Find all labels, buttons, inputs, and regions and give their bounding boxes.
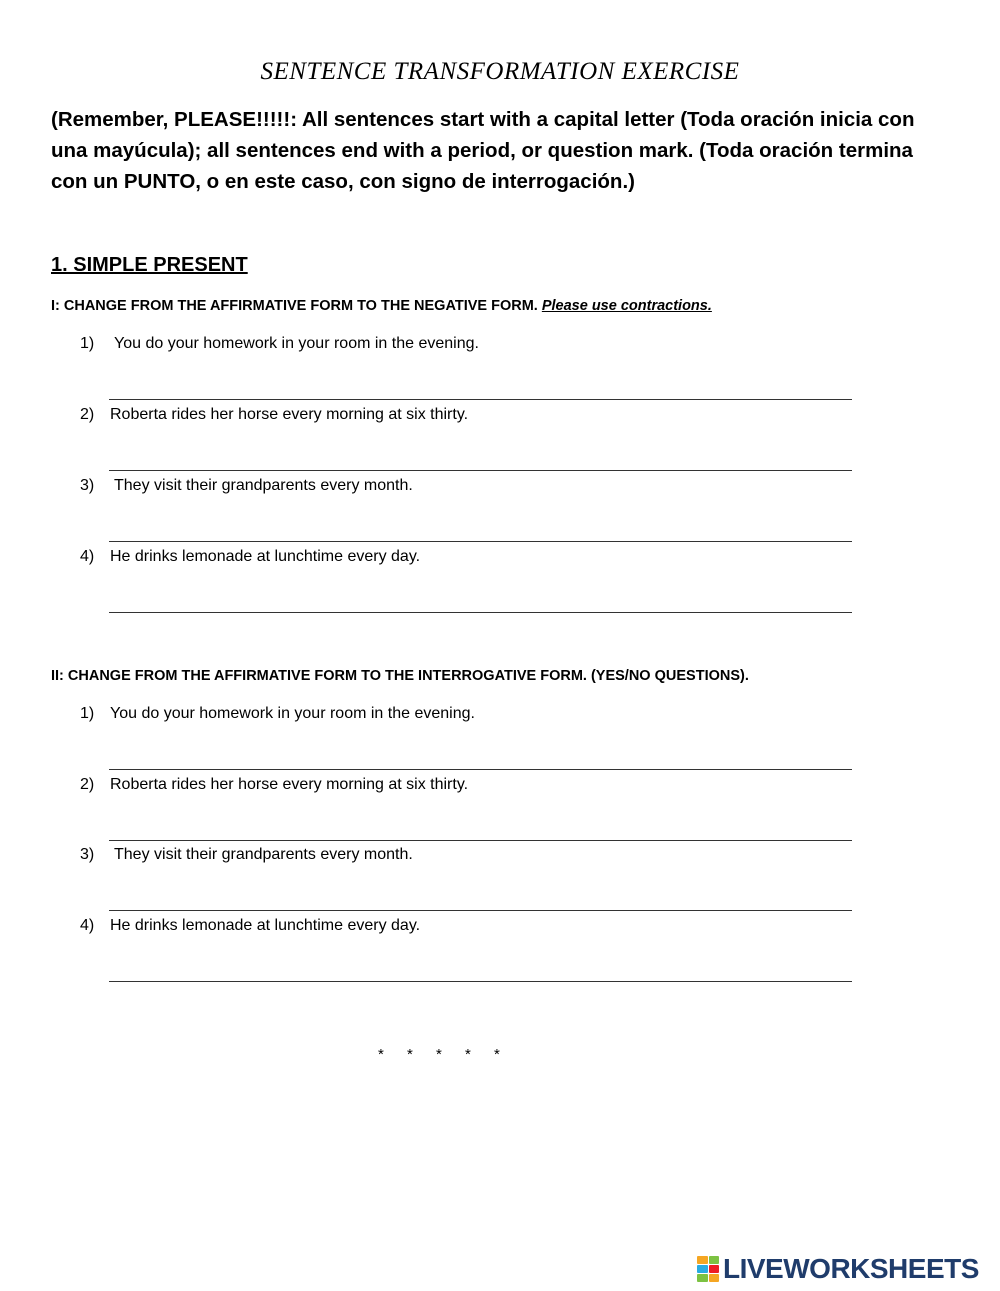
part1-item-3-sentence: They visit their grandparents every month. xyxy=(114,477,413,494)
part1-item-3-number: 3) xyxy=(80,477,95,494)
part1-instruction xyxy=(51,298,712,314)
part1-item-3-answer-line[interactable] xyxy=(109,541,852,542)
part1-item-4-answer-line[interactable] xyxy=(109,612,852,613)
separator-star: * xyxy=(494,1046,500,1063)
part1-instruction-text: I: CHANGE FROM THE AFFIRMATIVE FORM TO THE NEGATIVE FORM. xyxy=(51,298,538,314)
part1-item-2-answer-line[interactable] xyxy=(109,470,852,471)
separator-star: * xyxy=(407,1046,413,1063)
part2-item-2-number: 2) xyxy=(80,776,95,793)
part1-item-1-answer-line[interactable] xyxy=(109,399,852,400)
part2-item-4-sentence: He drinks lemonade at lunchtime every day. xyxy=(110,917,421,934)
part2-item-4-number: 4) xyxy=(80,917,95,934)
separator-star: * xyxy=(465,1046,471,1063)
part1-item-2-number: 2) xyxy=(80,406,95,423)
part2-item-1-sentence: You do your homework in your room in the evening. xyxy=(110,705,475,722)
separator-star: * xyxy=(378,1046,384,1063)
part2-item-3-answer-line[interactable] xyxy=(109,910,852,911)
brand-name: LIVEWORKSHEETS xyxy=(723,1253,979,1284)
part1-item-4-sentence: He drinks lemonade at lunchtime every day. xyxy=(110,548,421,565)
liveworksheets-logo-icon xyxy=(697,1256,719,1282)
liveworksheets-brand xyxy=(697,1252,979,1286)
part2-item-1-number: 1) xyxy=(80,705,95,722)
part2-item-3-sentence: They visit their grandparents every month. xyxy=(114,846,413,863)
part2-instruction: II: CHANGE FROM THE AFFIRMATIVE FORM TO THE INTERROGATIVE FORM. (YES/NO QUESTIONS). xyxy=(51,668,749,684)
worksheet-title: SENTENCE TRANSFORMATION EXERCISE xyxy=(260,58,740,85)
part1-instruction-note: Please use contractions. xyxy=(541,298,712,314)
reminder-text: (Remember, PLEASE!!!!!: All sentences start with a capital letter (Toda oración inicia con una mayúcula); all sentences end with a period, or question mark. (Toda oración termina con un PUNTO, o en este caso, con signo de interrogación.) xyxy=(51,108,915,193)
separator-stars xyxy=(378,1046,523,1063)
section-title: 1. SIMPLE PRESENT xyxy=(51,254,248,276)
part1-item-1-number: 1) xyxy=(80,335,95,352)
part1-item-2-sentence: Roberta rides her horse every morning at six thirty. xyxy=(110,406,469,423)
part2-item-4-answer-line[interactable] xyxy=(109,981,852,982)
part1-item-1-sentence: You do your homework in your room in the evening. xyxy=(114,335,479,352)
part2-item-2-answer-line[interactable] xyxy=(109,840,852,841)
part1-item-4-number: 4) xyxy=(80,548,95,565)
part2-item-3-number: 3) xyxy=(80,846,95,863)
part2-item-2-sentence: Roberta rides her horse every morning at six thirty. xyxy=(110,776,469,793)
separator-star: * xyxy=(436,1046,442,1063)
part2-item-1-answer-line[interactable] xyxy=(109,769,852,770)
